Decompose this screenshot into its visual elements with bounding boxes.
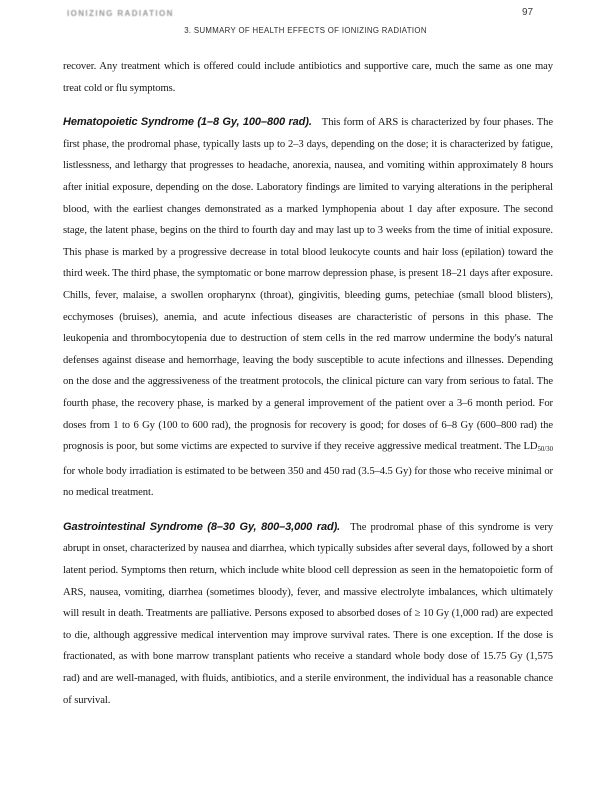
text-segment-normal: The prodromal phase of this syndrome is very abrupt in onset, characterized by nausea and diarrhea, which typically subsides after several days, followed by a short latent period. Symptoms then return, which include white blood cell depression as seen in the hematopoietic form of ARS, nausea, vomiting, diarrhea (sometimes bloody), fever, and massive electrolyte imbalances, which ultimately will result in death. Treatments are palliative. Persons exposed to absorbed doses of ≥ 10 Gy (1,000 rad) are expected to die, although aggressive medical intervention may improve survival rates. There is one exception. If the dose is fractionated, as with bone marrow transplant patients who receive a standard whole body dose of 15.75 Gy (1,575 rad) and are well-managed, with fluids, antibiotics, and a sterile environment, the individual has a reasonable chance of survival.	[63, 521, 553, 706]
paragraph-gastrointestinal-syndrome	[63, 517, 553, 711]
text-segment-sub: 50/30	[537, 446, 553, 454]
text-segment-heading: Hematopoietic Syndrome (1–8 Gy, 100–800 rad).	[63, 116, 312, 129]
paragraph-hematopoietic-syndrome	[63, 112, 553, 504]
page-number: 97	[522, 7, 534, 18]
section-heading: 3. SUMMARY OF HEALTH EFFECTS OF IONIZING RADIATION	[184, 26, 427, 35]
text-segment-normal: This form of ARS is characterized by four phases. The first phase, the prodromal phase, typically lasts up to 2–3 days, depending on the dose; it is characterized by fatigue, listlessness, and lethargy that progresses to headache, anorexia, nausea, and vomiting within approximately 8 hours after initial exposure, depending on the dose. Laboratory findings are limited to varying alterations in the peripheral blood, with the earliest changes demonstrated as a marked lymphopenia about 1 day after exposure. The second stage, the latent phase, begins on the third to fourth day and may last up to 3 weeks from the time of initial exposure. This phase is marked by a progressive decrease in total blood leukocyte counts and hair loss (epilation) toward the third week. The third phase, the symptomatic or bone marrow depression phase, is present 18–21 days after exposure. Chills, fever, malaise, a swollen oropharynx (throat), gingivitis, bleeding gums, petechiae (small blood blisters), ecchymoses (bruises), anemia, and acute infectious diseases are characteristic of persons in this phase. The leukopenia and thrombocytopenia due to destruction of stem cells in the red marrow undermine the body's natural defenses against disease and hemorrhage, leaving the body susceptible to acute infections and illnesses. Depending on the dose and the aggressiveness of the treatment protocols, the clinical picture can vary from serious to fatal. The fourth phase, the recovery phase, is marked by a general improvement of the patient over a 3–6 month period. For doses from 1 to 6 Gy (100 to 600 rad), the prognosis for recovery is good; for doses of 6–8 Gy (600–800 rad) the prognosis is poor, but some victims are expected to survive if they receive aggressive medical treatment. The LD	[63, 117, 553, 453]
running-header: IONIZING RADIATION	[67, 9, 174, 18]
text-segment-normal: recover. Any treatment which is offered could include antibiotics and supportive care, much the same as one may treat cold or flu symptoms.	[63, 61, 553, 94]
text-segment-heading: Gastrointestinal Syndrome (8–30 Gy, 800–3,000 rad).	[63, 520, 341, 533]
paragraph-recover-treatment	[63, 56, 553, 99]
document-body	[63, 56, 553, 724]
text-segment-normal: for whole body irradiation is estimated to be between 350 and 450 rad (3.5–4.5 Gy) for those who receive minimal or no medical treatment.	[63, 465, 553, 499]
